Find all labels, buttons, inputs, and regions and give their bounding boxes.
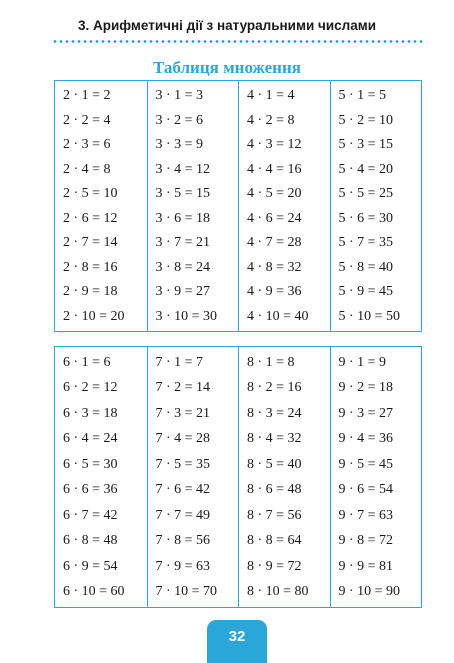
table-cell: 2 · 3 = 6 (63, 137, 111, 153)
table-cell: 5 · 10 = 50 (338, 308, 401, 324)
table-cell: 3 · 3 = 9 (155, 137, 204, 153)
multiplication-table-6-9 (54, 346, 422, 608)
table-cell: 9 · 10 = 90 (338, 584, 401, 600)
table-cell: 8 · 6 = 48 (247, 482, 302, 498)
table-cell: 5 · 6 = 30 (338, 210, 394, 226)
table-cell: 7 · 10 = 70 (155, 584, 218, 600)
table-cell: 3 · 2 = 6 (155, 112, 204, 128)
table-column (55, 347, 147, 607)
table-cell: 2 · 1 = 2 (63, 88, 111, 104)
table-column (330, 81, 422, 331)
table-column (55, 81, 147, 331)
table-cell: 5 · 3 = 15 (338, 137, 394, 153)
table-cell: 7 · 5 = 35 (155, 456, 211, 472)
table-cell: 6 · 1 = 6 (63, 354, 111, 370)
table-cell: 9 · 3 = 27 (338, 405, 394, 421)
table-cell: 7 · 3 = 21 (155, 405, 211, 421)
table-cell: 5 · 4 = 20 (338, 161, 394, 177)
table-cell: 9 · 6 = 54 (338, 482, 394, 498)
table-column (147, 81, 239, 331)
page-number-tab (207, 620, 267, 663)
table-cell: 2 · 4 = 8 (63, 161, 111, 177)
table-cell: 9 · 4 = 36 (338, 431, 394, 447)
table-column (330, 347, 422, 607)
table-cell: 3 · 1 = 3 (155, 88, 204, 104)
table-cell: 4 · 6 = 24 (247, 210, 302, 226)
table-cell: 3 · 9 = 27 (155, 284, 211, 300)
table-cell: 4 · 4 = 16 (247, 161, 302, 177)
table-cell: 2 · 6 = 12 (63, 210, 118, 226)
table-cell: 6 · 5 = 30 (63, 456, 118, 472)
table-cell: 8 · 2 = 16 (247, 380, 302, 396)
table-cell: 5 · 2 = 10 (338, 112, 394, 128)
multiplication-table-2-5 (54, 80, 422, 332)
chapter-header: 3. Арифметичні дії з натуральними числами (77, 18, 377, 33)
table-cell: 6 · 4 = 24 (63, 431, 118, 447)
table-cell: 2 · 7 = 14 (63, 235, 118, 251)
table-cell: 3 · 8 = 24 (155, 259, 211, 275)
table-cell: 5 · 8 = 40 (338, 259, 394, 275)
table-column (238, 81, 330, 331)
table-cell: 4 · 2 = 8 (247, 112, 295, 128)
table-cell: 2 · 10 = 20 (63, 308, 125, 324)
table-cell: 4 · 9 = 36 (247, 284, 302, 300)
table-cell: 7 · 8 = 56 (155, 533, 211, 549)
page-number: 32 (228, 628, 246, 645)
table-cell: 9 · 8 = 72 (338, 533, 394, 549)
table-cell: 3 · 6 = 18 (155, 210, 211, 226)
table-cell: 2 · 2 = 4 (63, 112, 111, 128)
table-cell: 4 · 5 = 20 (247, 186, 302, 202)
table-cell: 8 · 10 = 80 (247, 584, 309, 600)
table-cell: 9 · 7 = 63 (338, 507, 394, 523)
table-cell: 8 · 3 = 24 (247, 405, 302, 421)
table-cell: 6 · 9 = 54 (63, 558, 118, 574)
table-cell: 8 · 8 = 64 (247, 533, 302, 549)
table-column (147, 347, 239, 607)
table-cell: 5 · 1 = 5 (338, 88, 387, 104)
table-cell: 5 · 9 = 45 (338, 284, 394, 300)
table-cell: 3 · 5 = 15 (155, 186, 211, 202)
table-cell: 4 · 10 = 40 (247, 308, 309, 324)
table-cell: 2 · 9 = 18 (63, 284, 118, 300)
table-cell: 4 · 3 = 12 (247, 137, 302, 153)
table-cell: 8 · 1 = 8 (247, 354, 295, 370)
table-cell: 7 · 7 = 49 (155, 507, 211, 523)
table-cell: 5 · 7 = 35 (338, 235, 394, 251)
table-cell: 3 · 4 = 12 (155, 161, 211, 177)
table-cell: 7 · 9 = 63 (155, 558, 211, 574)
table-cell: 9 · 5 = 45 (338, 456, 394, 472)
table-cell: 2 · 8 = 16 (63, 259, 118, 275)
table-cell: 7 · 6 = 42 (155, 482, 211, 498)
table-cell: 4 · 7 = 28 (247, 235, 302, 251)
table-cell: 5 · 5 = 25 (338, 186, 394, 202)
table-cell: 8 · 7 = 56 (247, 507, 302, 523)
table-column (238, 347, 330, 607)
page-title: Таблиця множення (153, 58, 301, 77)
table-cell: 4 · 8 = 32 (247, 259, 302, 275)
table-cell: 3 · 10 = 30 (155, 308, 218, 324)
table-cell: 6 · 6 = 36 (63, 482, 118, 498)
table-cell: 6 · 2 = 12 (63, 380, 118, 396)
table-cell: 7 · 4 = 28 (155, 431, 211, 447)
table-cell: 6 · 7 = 42 (63, 507, 118, 523)
table-cell: 6 · 8 = 48 (63, 533, 118, 549)
table-cell: 2 · 5 = 10 (63, 186, 118, 202)
table-cell: 7 · 1 = 7 (155, 354, 204, 370)
table-cell: 9 · 1 = 9 (338, 354, 387, 370)
dotted-divider (52, 40, 424, 43)
table-cell: 8 · 4 = 32 (247, 431, 302, 447)
table-cell: 8 · 9 = 72 (247, 558, 302, 574)
table-cell: 6 · 10 = 60 (63, 584, 125, 600)
table-cell: 3 · 7 = 21 (155, 235, 211, 251)
table-cell: 8 · 5 = 40 (247, 456, 302, 472)
table-cell: 6 · 3 = 18 (63, 405, 118, 421)
table-cell: 4 · 1 = 4 (247, 88, 295, 104)
table-cell: 9 · 9 = 81 (338, 558, 394, 574)
table-cell: 9 · 2 = 18 (338, 380, 394, 396)
table-cell: 7 · 2 = 14 (155, 380, 211, 396)
